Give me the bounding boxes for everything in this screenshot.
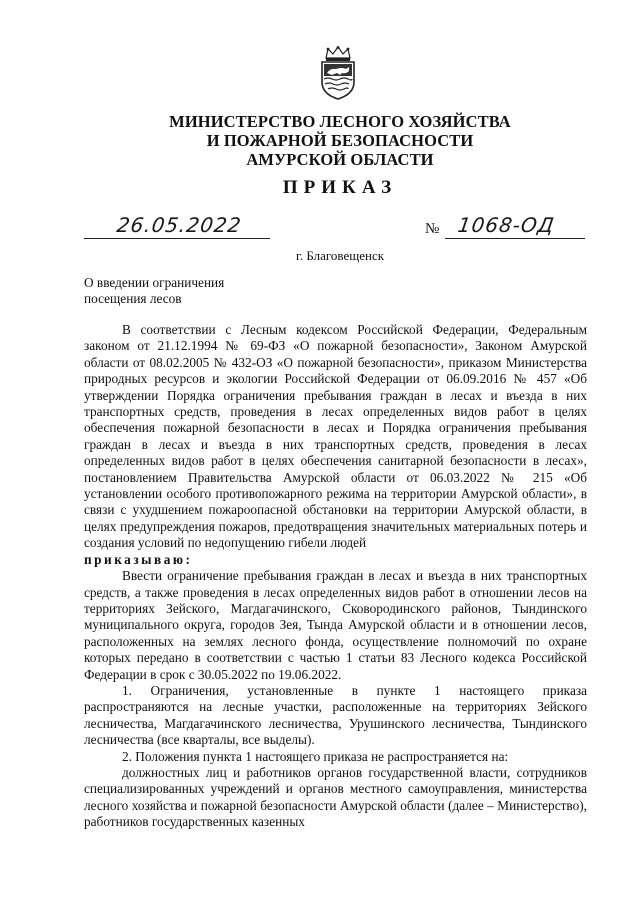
city: г. Благовещенск [295, 248, 385, 263]
main-paragraph: Ввести ограничение пребывания граждан в лесах и въезда в них транспортных средств, а также проведения в лесах определенных видов работ в отношении лесов на территориях Зейского, Магдагачинского, Сковородинского районов, Тындинского муниципального округа, городов Зея, Тында Амурской области и в отношении лесов, расположенных на землях лесного фонда, осуществление полномочий по охране которых передано в соответствии с частью 1 статьи 83 Лесного кодекса Российской Федерации в срок с 30.05.2022 по 19.06.2022. [84, 568, 587, 682]
number-sign: № [425, 221, 440, 237]
coat-of-arms-icon [318, 46, 358, 100]
order-number: 1068-ОД [456, 213, 557, 237]
item-2-text-paragraph: должностных лиц и работников органов государственной власти, сотрудников специализированных учреждений и органов местного самоуправления, министерства лесного хозяйства и пожарной безопасности Амурской области (далее – Министерство), работников государственных казенных [84, 764, 587, 830]
document-type: ПРИКАЗ [282, 177, 398, 198]
preamble-paragraph: В соответствии с Лесным кодексом Российской Федерации, Федеральным законом от 21.12.1994 № 69-ФЗ «О пожарной безопасности», Законом Амурской области от 08.02.2005 № 432-ОЗ «О пожарной безопасности», приказом Министерства природных ресурсов и экологии Российской Федерации от 06.09.2016 № 457 «Об утверждении Порядка ограничения пребывания граждан в лесах и въезда в них транспортных средств, проведения в лесах определенных видов работ в целях обеспечения пожарной безопасности в лесах и Порядка ограничения пребывания граждан в лесах и въезда в них транспортных средств, проведения в лесах определенных видов работ в целях обеспечения санитарной безопасности в лесах», постановлением Правительства Амурской области от 06.03.2022 № 215 «Об установлении особого противопожарного режима на территории Амурской области», в связи с ухудшением пожароопасной обстановки на территории Амурской области, в целях предупреждения пожаров, предотвращения значительных материальных потерь и создания условий по недопущению гибели людей [84, 322, 587, 551]
order-subject-line1: О введении ограничения [84, 275, 225, 290]
order-date: 26.05.2022 [115, 213, 244, 237]
order-subject-line2: посещения лесов [84, 291, 182, 306]
date-underline [84, 238, 270, 239]
ministry-header-line2: И ПОЖАРНОЙ БЕЗОПАСНОСТИ [206, 131, 474, 150]
item-1-paragraph: 1. Ограничения, установленные в пункте 1 настоящего приказа распространяются на лесные участки, расположенные на территориях Зейского лесничества, Магдагачинского лесничества, Урушинского лесничества, Тындинского лесничества (все кварталы, все выделы). [84, 682, 587, 748]
number-underline [445, 238, 585, 239]
order-subject [84, 275, 344, 307]
order-word: приказываю: [84, 551, 193, 567]
ministry-header-line3: АМУРСКОЙ ОБЛАСТИ [246, 150, 434, 169]
ministry-header [150, 112, 530, 169]
order-body [84, 322, 587, 831]
item-2-paragraph: 2. Положения пункта 1 настоящего приказа не распространяется на: [122, 748, 509, 764]
ministry-header-line1: МИНИСТЕРСТВО ЛЕСНОГО ХОЗЯЙСТВА [169, 112, 511, 131]
